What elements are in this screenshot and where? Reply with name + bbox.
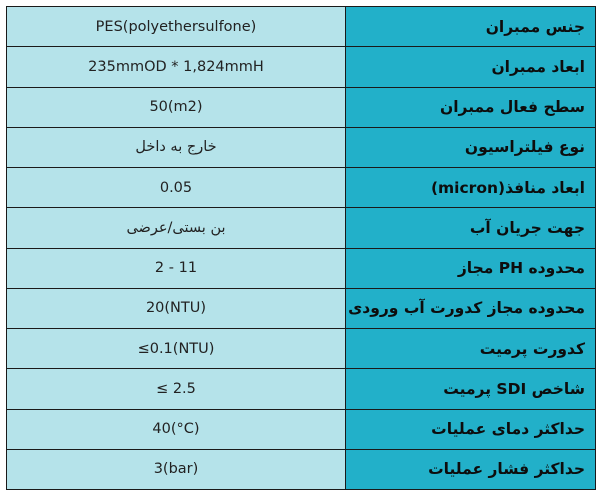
spec-label-cell xyxy=(346,168,596,208)
spec-value: 235mmOD * 1,824mmH xyxy=(88,58,264,75)
spec-label-cell xyxy=(346,208,596,248)
spec-label-cell xyxy=(346,87,596,127)
spec-value-cell xyxy=(7,449,346,489)
spec-value: خارج به داخل xyxy=(135,139,217,156)
spec-value-cell xyxy=(7,329,346,369)
spec-value: ≤0.1(NTU) xyxy=(137,340,215,357)
spec-label: نوع فیلتراسیون xyxy=(464,138,585,157)
table-row xyxy=(7,329,596,369)
table-row xyxy=(7,208,596,248)
table-row xyxy=(7,168,596,208)
spec-label: شاخص SDI پرمیت xyxy=(443,379,585,398)
spec-value: بن بستی/عرضی xyxy=(126,219,226,236)
table-row xyxy=(7,248,596,288)
spec-label: حداکثر فشار عملیات xyxy=(428,460,585,479)
spec-table-body xyxy=(7,7,596,490)
table-row xyxy=(7,409,596,449)
spec-value: 50(m2) xyxy=(149,99,203,116)
spec-value-cell xyxy=(7,248,346,288)
spec-value: 2 - 11 xyxy=(154,260,198,277)
spec-label: حداکثر دمای عملیات xyxy=(431,420,585,439)
table-row xyxy=(7,127,596,167)
spec-value-cell xyxy=(7,87,346,127)
spec-value-cell xyxy=(7,127,346,167)
spec-label-cell xyxy=(346,288,596,328)
spec-value-cell xyxy=(7,288,346,328)
spec-label-cell xyxy=(346,409,596,449)
spec-value-cell xyxy=(7,7,346,47)
spec-label-cell xyxy=(346,127,596,167)
table-row xyxy=(7,288,596,328)
membrane-spec-table xyxy=(6,6,596,490)
spec-value: 20(NTU) xyxy=(145,300,207,317)
spec-label: ابعاد ممبران xyxy=(491,57,585,76)
table-row xyxy=(7,7,596,47)
spec-value: 40(°C) xyxy=(152,421,200,438)
spec-label-cell xyxy=(346,7,596,47)
spec-label-cell xyxy=(346,369,596,409)
table-row xyxy=(7,369,596,409)
spec-label-cell xyxy=(346,47,596,87)
table-row xyxy=(7,47,596,87)
spec-label: محدوده مجاز کدورت آب ورودی xyxy=(348,299,585,318)
spec-value-cell xyxy=(7,369,346,409)
spec-label-cell xyxy=(346,248,596,288)
spec-label-cell xyxy=(346,329,596,369)
spec-value-cell xyxy=(7,409,346,449)
spec-label: جهت جریان آب xyxy=(469,218,585,237)
spec-value-cell xyxy=(7,208,346,248)
spec-label: ابعاد منافذ(micron) xyxy=(430,178,585,197)
spec-value: PES(polyethersulfone) xyxy=(95,18,257,35)
spec-value: 3(bar) xyxy=(153,461,199,478)
spec-value: 0.05 xyxy=(159,179,193,196)
spec-label: جنس ممبران xyxy=(485,17,585,36)
spec-value-cell xyxy=(7,168,346,208)
spec-label-cell xyxy=(346,449,596,489)
table-row xyxy=(7,449,596,489)
spec-value-cell xyxy=(7,47,346,87)
spec-value: ≤ 2.5 xyxy=(156,380,196,397)
spec-label: سطح فعال ممبران xyxy=(440,98,585,117)
spec-label: محدوده PH مجاز xyxy=(457,259,585,278)
spec-label: کدورت پرمیت xyxy=(479,339,585,358)
table-row xyxy=(7,87,596,127)
